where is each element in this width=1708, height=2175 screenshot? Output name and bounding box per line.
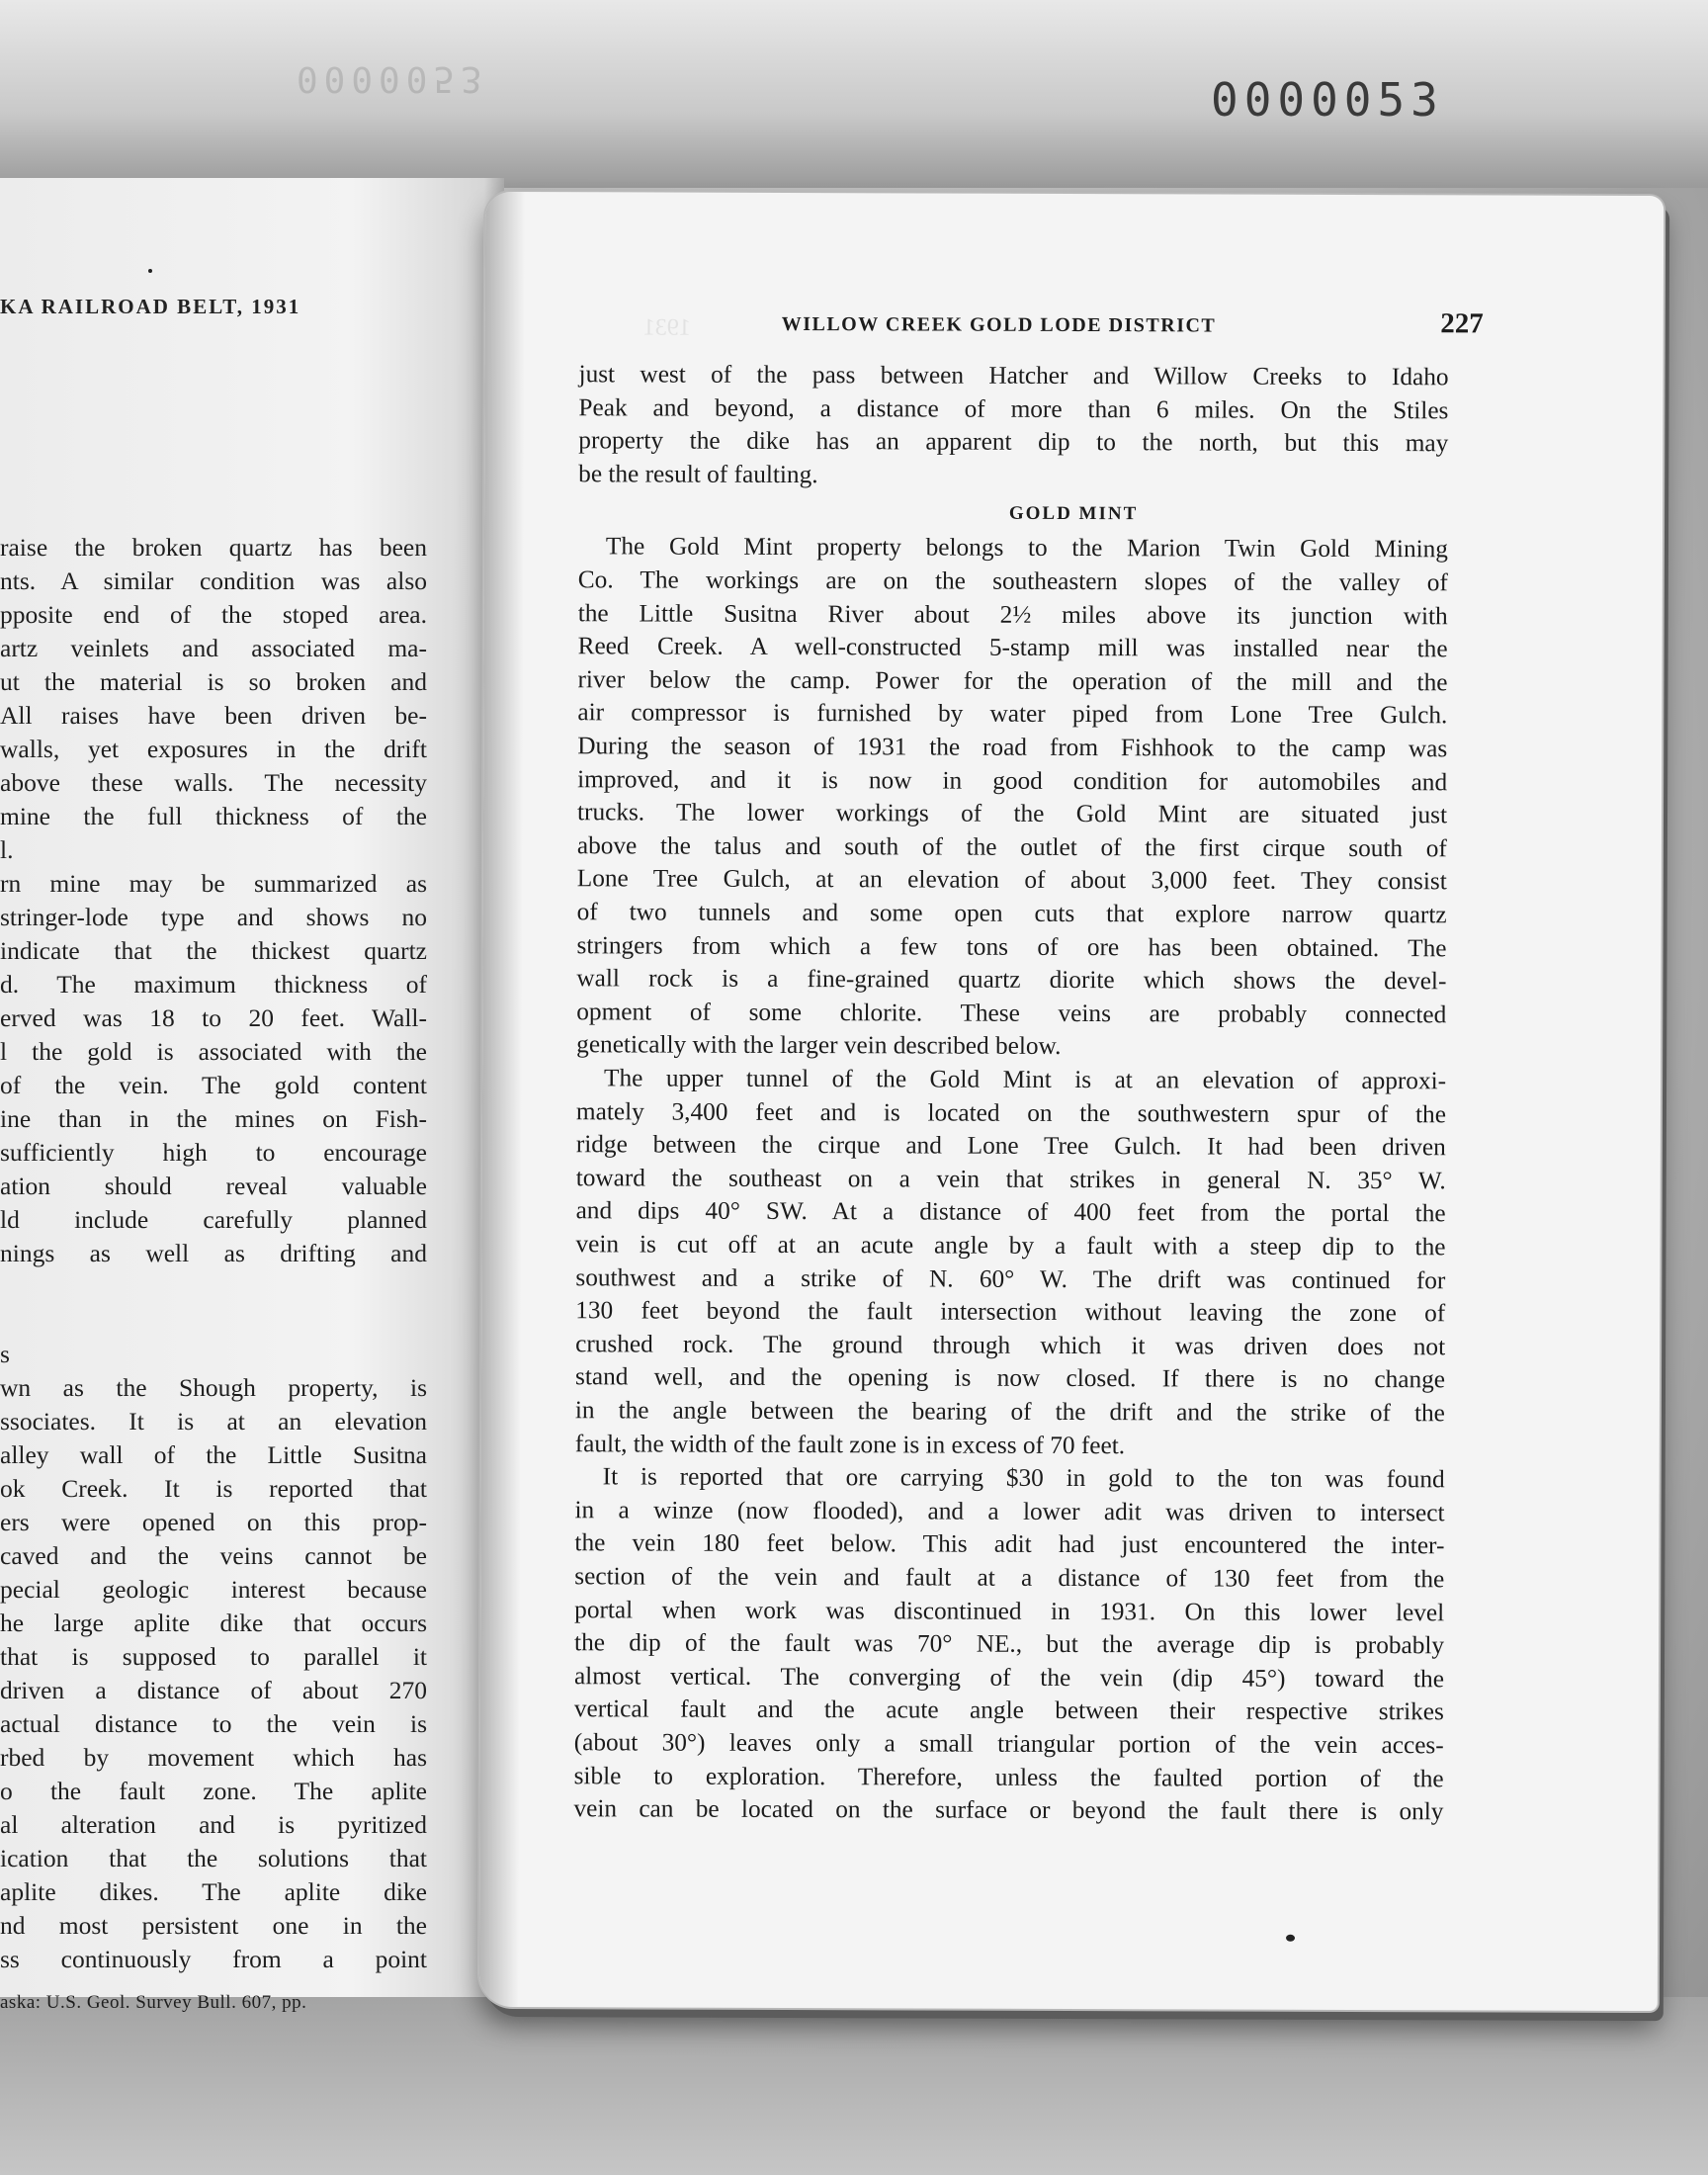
text-line: be the result of faulting.	[578, 460, 818, 488]
text-line: nd most persistent one in the	[0, 1911, 427, 1940]
text-line: ss continuously from a point	[0, 1945, 427, 1973]
text-line: mine the full thickness of the	[0, 802, 427, 830]
text-line: walls, yet exposures in the drift	[0, 735, 427, 763]
text-line: erved was 18 to 20 feet. Wall-	[0, 1003, 427, 1032]
text-line: genetically with the larger vein described below.	[576, 1030, 1062, 1061]
text-line: All raises have been driven be-	[0, 701, 427, 730]
text-line: The Gold Mint property belongs to the Marion Twin Gold Mining	[605, 532, 1448, 564]
text-line: above the talus and south of the outlet of the first cirque south of	[576, 831, 1447, 863]
text-line: Co. The workings are on the southeastern slopes of the valley of	[577, 566, 1448, 597]
archive-number-bleedthrough: 0000053	[297, 58, 488, 99]
text-line: 130 feet beyond the fault intersection without leaving the zone of	[575, 1296, 1446, 1328]
text-line: During the season of 1931 the road from Fishhook to the camp was	[577, 732, 1448, 763]
running-header: WILLOW CREEK GOLD LODE DISTRICT	[781, 312, 1217, 337]
text-line: stringers from which a few tons of ore has been obtained. The	[576, 930, 1447, 962]
ink-speck	[1286, 1935, 1295, 1942]
text-line: above these walls. The necessity	[0, 768, 427, 797]
text-line: ok Creek. It is reported that	[0, 1474, 427, 1503]
text-line: ation should reveal valuable	[0, 1172, 427, 1200]
footnote: aska: U.S. Geol. Survey Bull. 607, pp.	[0, 1992, 307, 2013]
text-line: fault, the width of the fault zone is in excess of 70 feet.	[574, 1429, 1126, 1459]
text-line: mately 3,400 feet and is located on the southwestern spur of the	[575, 1096, 1447, 1128]
left-page-body	[0, 531, 427, 2013]
text-line: improved, and it is now in good condition for automobiles and	[577, 764, 1448, 796]
text-line: ssociates. It is at an elevation	[0, 1407, 427, 1436]
text-line: vertical fault and the acute angle between their respective strikes	[573, 1695, 1444, 1726]
text-line: river below the camp. Power for the operation of the mill and the	[577, 665, 1448, 697]
page-number: 227	[1440, 307, 1484, 340]
text-line: (about 30°) leaves only a small triangular portion of the vein acces-	[573, 1728, 1444, 1760]
text-line: almost vertical. The converging of the vein (dip 45°) toward the	[573, 1662, 1445, 1694]
text-line: aplite dikes. The aplite dike	[0, 1877, 427, 1906]
text-line: ld include carefully planned	[0, 1205, 427, 1234]
text-line: the Little Susitna River about 2½ miles above its junction with	[577, 598, 1448, 630]
bleedthrough-text: 1931	[642, 314, 691, 341]
text-line: ine than in the mines on Fish-	[0, 1104, 427, 1133]
text-line: and dips 40° SW. At a distance of 400 feet from the portal the	[575, 1196, 1446, 1228]
text-line: wall rock is a fine-grained quartz diorite which shows the devel-	[576, 964, 1447, 996]
text-line: sufficiently high to encourage	[0, 1138, 427, 1167]
text-line: ridge between the cirque and Lone Tree Gulch. It had been driven	[575, 1130, 1446, 1162]
text-line: vein can be located on the surface or beyond the fault there is only	[573, 1794, 1444, 1826]
text-line: in a winze (now flooded), and a lower adit was driven to intersect	[574, 1496, 1445, 1527]
section-title: GOLD MINT	[1008, 502, 1139, 525]
text-line: pposite end of the stoped area.	[0, 600, 427, 629]
text-line: ication that the solutions that	[0, 1844, 427, 1872]
text-line: wn as the Shough property, is	[0, 1373, 427, 1402]
text-line: o the fault zone. The aplite	[0, 1777, 427, 1805]
text-line: vein is cut off at an acute angle by a fault with a steep dip to the	[575, 1230, 1446, 1262]
text-line: Lone Tree Gulch, at an elevation of about 3,000 feet. They consist	[576, 864, 1447, 896]
text-line: of two tunnels and some open cuts that explore narrow quartz	[576, 898, 1447, 929]
text-line: opment of some chlorite. These veins are probably connected	[576, 998, 1447, 1029]
text-line: alley wall of the Little Susitna	[0, 1440, 427, 1469]
text-line: crushed rock. The ground through which it was driven does not	[575, 1330, 1446, 1361]
text-line: Peak and beyond, a distance of more than 6 miles. On the Stiles	[578, 392, 1449, 424]
text-line: that is supposed to parallel it	[0, 1642, 427, 1671]
text-line: rn mine may be summarized as	[0, 869, 427, 898]
text-line: he large aplite dike that occurs	[0, 1609, 427, 1637]
text-line: of the vein. The gold content	[0, 1071, 427, 1099]
left-running-header: KA RAILROAD BELT, 1931	[0, 295, 301, 318]
text-line: rbed by movement which has	[0, 1743, 427, 1772]
text-line: actual distance to the vein is	[0, 1709, 427, 1738]
scanner-bottom-margin	[0, 1997, 1708, 2175]
archive-stamp-number: 0000053	[1211, 73, 1444, 127]
text-line: artz veinlets and associated ma-	[0, 634, 427, 662]
right-page-body	[573, 358, 1449, 1826]
text-line: s	[0, 1340, 10, 1368]
gutter-shadow	[479, 192, 525, 2007]
text-line: ut the material is so broken and	[0, 667, 427, 696]
text-line: southwest and a strike of N. 60° W. The drift was continued for	[575, 1262, 1446, 1294]
text-line: nts. A similar condition was also	[0, 566, 427, 595]
right-page	[479, 192, 1664, 2011]
text-line: l the gold is associated with the	[0, 1037, 427, 1066]
text-line: just west of the pass between Hatcher and Willow Creeks to Idaho	[578, 360, 1449, 392]
text-line: in the angle between the bearing of the drift and the strike of the	[574, 1396, 1445, 1428]
text-line: driven a distance of about 270	[0, 1676, 427, 1704]
text-line: section of the vein and fault at a distance of 130 feet from the	[574, 1562, 1445, 1594]
text-line	[0, 1270, 427, 1304]
text-line: air compressor is furnished by water piped from Lone Tree Gulch.	[577, 698, 1448, 730]
text-line: indicate that the thickest quartz	[0, 936, 427, 965]
text-line: It is reported that ore carrying $30 in gold to the ton was found	[602, 1462, 1445, 1494]
text-line: l.	[0, 835, 14, 864]
text-line: ers were opened on this prop-	[0, 1508, 427, 1536]
text-line: portal when work was discontinued in 1931. On this lower level	[574, 1595, 1445, 1626]
dust-speck	[148, 269, 152, 273]
left-page	[0, 178, 504, 2013]
text-line: stringer-lode type and shows no	[0, 903, 427, 931]
text-line: d. The maximum thickness of	[0, 970, 427, 999]
text-line: sible to exploration. Therefore, unless the faulted portion of the	[573, 1761, 1444, 1792]
text-line: The upper tunnel of the Gold Mint is at an elevation of approxi-	[604, 1064, 1447, 1095]
text-line	[0, 1304, 427, 1338]
text-line: toward the southeast on a vein that strikes in general N. 35° W.	[575, 1164, 1446, 1195]
text-line: Reed Creek. A well-constructed 5-stamp mill was installed near the	[577, 632, 1448, 663]
text-line: al alteration and is pyritized	[0, 1810, 427, 1839]
text-line: stand well, and the opening is now closed. If there is no change	[574, 1362, 1446, 1394]
text-line: the vein 180 feet below. This adit had just encountered the inter-	[574, 1528, 1445, 1560]
text-line: the dip of the fault was 70° NE., but the average dip is probably	[574, 1628, 1445, 1660]
text-line: property the dike has an apparent dip to the north, but this may	[578, 426, 1449, 458]
scanner-top-margin	[0, 0, 1708, 188]
text-line: caved and the veins cannot be	[0, 1541, 427, 1570]
text-line: nings as well as drifting and	[0, 1239, 427, 1267]
text-line: pecial geologic interest because	[0, 1575, 427, 1604]
text-line: trucks. The lower workings of the Gold Mint are situated just	[576, 798, 1448, 829]
text-line: raise the broken quartz has been	[0, 533, 427, 562]
